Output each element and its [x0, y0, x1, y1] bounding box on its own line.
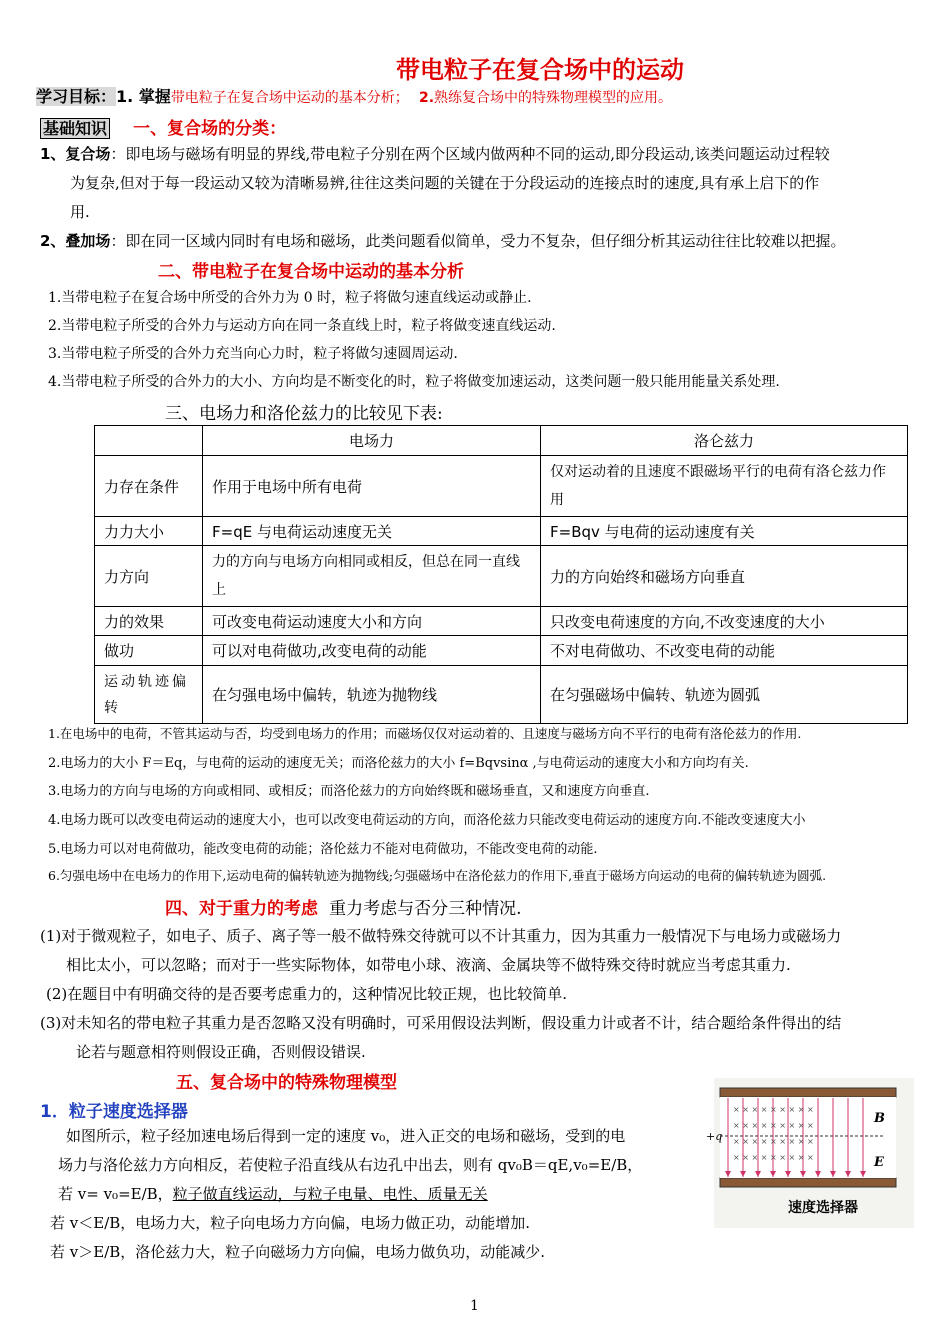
- gravity-p2: (2)在题目中有明确交待的是否要考虑重力的，这种情况比较正规，也比较简单.: [46, 985, 568, 1003]
- goal-item-2: 熟练复合场中的特殊物理模型的应用。: [434, 90, 673, 106]
- e-label: E: [874, 1155, 884, 1170]
- svg-text:× × × × × × × × ×: × × × × × × × × ×: [733, 1105, 814, 1114]
- basics-label: 基础知识: [40, 118, 110, 139]
- table-cell: 可改变电荷运动速度大小和方向: [203, 607, 541, 636]
- basics-row: [40, 114, 286, 139]
- diejia-line: 2、叠加场：即在同一区域内同时有电场和磁场，此类问题看似简单，受力不复杂，但仔细分析其运动往往比较难以把握。: [40, 232, 846, 250]
- charge-label: +q: [706, 1130, 723, 1143]
- goal-label: 学习目标：: [36, 87, 117, 106]
- section-3-heading: 三、电场力和洛伦兹力的比较见下表:: [165, 404, 443, 424]
- table-cell: 力的方向与电场方向相同或相反，但总在同一直线上: [203, 546, 541, 607]
- table-header-cell: 洛仑兹力: [541, 426, 908, 456]
- model-1-heading: 1．粒子速度选择器: [40, 1102, 188, 1122]
- model-1-underlined: 粒子做直线运动，与粒子电量、电性、质量无关: [172, 1185, 488, 1203]
- note-1: 1.在电场中的电荷，不管其运动与否，均受到电场力的作用；而磁场仅仅对运动着的、且速度与磁场方向不平行的电荷有洛伦兹力的作用.: [48, 726, 802, 741]
- table-cell: 力存在条件: [95, 456, 203, 517]
- goal-prefix: 1. 掌握: [116, 87, 171, 106]
- table-cell: 只改变电荷速度的方向,不改变速度的大小: [541, 607, 908, 636]
- table-cell: 可以对电荷做功,改变电荷的动能: [203, 636, 541, 666]
- fuhe-line-1: 1、复合场：即电场与磁场有明显的界线,带电粒子分别在两个区域内做两种不同的运动,即分段运动,该类问题运动过程较: [40, 145, 830, 163]
- learning-goal: [36, 84, 672, 107]
- comparison-table: [94, 425, 908, 724]
- model-1-line-2: 场力与洛伦兹力方向相反，若使粒子沿直线从右边孔中出去，则有 qv₀B＝qE,v₀=E/B，: [58, 1156, 643, 1174]
- table-cell: 做功: [95, 636, 203, 666]
- gravity-p1-line-1: (1)对于微观粒子，如电子、质子、离子等一般不做特殊交待就可以不计其重力，因为其重力一般情况下与电场力或磁场力: [40, 927, 842, 945]
- table-cell: F=qE 与电荷运动速度无关: [203, 517, 541, 546]
- note-3: 3.电场力的方向与电场的方向或相同、或相反；而洛伦兹力的方向始终既和磁场垂直，又和速度方向垂直.: [48, 784, 650, 799]
- table-cell: 不对电荷做功、不改变电荷的动能: [541, 636, 908, 666]
- note-5: 5.电场力可以对电荷做功，能改变电荷的动能；洛伦兹力不能对电荷做功，不能改变电荷的动能.: [48, 842, 598, 857]
- page-title: 带电粒子在复合场中的运动: [396, 56, 684, 84]
- table-cell: 在匀强磁场中偏转、轨迹为圆弧: [541, 666, 908, 724]
- table-row: [95, 456, 908, 517]
- table-header-row: [95, 426, 908, 456]
- goal-num-2: 2.: [418, 90, 435, 106]
- analysis-item-1: 1.当带电粒子在复合场中所受的合外力为 0 时，粒子将做匀速直线运动或静止.: [48, 290, 532, 306]
- table-row: [95, 517, 908, 546]
- table-cell: F=Bqv 与电荷的运动速度有关: [541, 517, 908, 546]
- gravity-p3-line-1: (3)对未知名的带电粒子其重力是否忽略又没有明确时，可采用假设法判断，假设重力计或者不计，结合题给条件得出的结: [40, 1014, 842, 1032]
- table-row: [95, 546, 908, 607]
- fuhe-line-3: 用.: [70, 203, 90, 221]
- note-4: 4.电场力既可以改变电荷运动的速度大小，也可以改变电荷运动的方向，而洛伦兹力只能改变电荷运动的速度方向.不能改变速度大小: [48, 813, 806, 828]
- table-cell: 力方向: [95, 546, 203, 607]
- table-header-cell: [95, 426, 203, 456]
- section-4-red: 四、对于重力的考虑: [165, 899, 318, 919]
- velocity-selector-diagram: [706, 1078, 914, 1228]
- table-cell: 力力大小: [95, 517, 203, 546]
- analysis-item-2: 2.当带电粒子所受的合外力与运动方向在同一条直线上时，粒子将做变速直线运动.: [48, 318, 556, 334]
- bottom-plate: [720, 1178, 896, 1187]
- table-cell: 运动轨迹偏转: [95, 666, 203, 724]
- model-1-line-4: 若 v＜E/B，电场力大，粒子向电场力方向偏，电场力做正功，动能增加.: [50, 1214, 531, 1232]
- table-cell: 力的方向始终和磁场方向垂直: [541, 546, 908, 607]
- figure-caption: 速度选择器: [788, 1200, 858, 1216]
- table-header-cell: 电场力: [203, 426, 541, 456]
- note-2: 2.电场力的大小 F＝Eq，与电荷的运动的速度无关；而洛伦兹力的大小 f=Bqvsinα ,与电荷运动的速度大小和方向均有关.: [48, 756, 749, 771]
- table-row: [95, 666, 908, 724]
- table-cell: 在匀强电场中偏转，轨迹为抛物线: [203, 666, 541, 724]
- top-plate: [720, 1088, 896, 1097]
- model-1-line-1: 如图所示，粒子经加速电场后得到一定的速度 v₀，进入正交的电场和磁场，受到的电: [66, 1127, 626, 1145]
- page-number: 1: [470, 1298, 479, 1314]
- diejia-label: 2、叠加场: [40, 232, 111, 250]
- table-row: [95, 607, 908, 636]
- gravity-p1-line-2: 相比太小，可以忽略；而对于一些实际物体，如带电小球、液滴、金属块等不做特殊交待时就应当考虑其重力.: [66, 956, 791, 974]
- table-row: [95, 636, 908, 666]
- fuhe-line-2: 为复杂,但对于每一段运动又较为清晰易辨,往往这类问题的关键在于分段运动的连接点时的速度,具有承上启下的作: [70, 174, 820, 192]
- section-4-black: 重力考虑与否分三种情况.: [329, 899, 522, 919]
- section-4-heading: [165, 894, 522, 919]
- section-2-heading: 二、带电粒子在复合场中运动的基本分析: [158, 262, 464, 282]
- table-cell: 力的效果: [95, 607, 203, 636]
- svg-text:× × × × × × × × ×: × × × × × × × × ×: [733, 1153, 814, 1162]
- b-label: B: [874, 1111, 885, 1126]
- section-1-heading: 一、复合场的分类：: [133, 119, 287, 139]
- velocity-selector-figure: [706, 1078, 914, 1228]
- table-cell: 仅对运动着的且速度不跟磁场平行的电荷有洛仑兹力作用: [541, 456, 908, 517]
- model-1-line-3: 若 v= v₀=E/B，粒子做直线运动，与粒子电量、电性、质量无关: [58, 1185, 488, 1203]
- note-6: 6.匀强电场中在电场力的作用下,运动电荷的偏转轨迹为抛物线;匀强磁场中在洛伦兹力的作用下,垂直于磁场方向运动的电荷的偏转轨迹为圆弧.: [48, 868, 827, 883]
- gravity-p3-line-2: 论若与题意相符则假设正确，否则假设错误.: [76, 1043, 366, 1061]
- analysis-item-4: 4.当带电粒子所受的合外力的大小、方向均是不断变化的时，粒子将做变加速运动，这类问题一般只能用能量关系处理.: [48, 374, 780, 390]
- analysis-item-3: 3.当带电粒子所受的合外力充当向心力时，粒子将做匀速圆周运动.: [48, 346, 458, 362]
- table-cell: 作用于电场中所有电荷: [203, 456, 541, 517]
- section-5-heading: 五、复合场中的特殊物理模型: [176, 1073, 397, 1093]
- svg-text:× × × × × × × × ×: × × × × × × × × ×: [733, 1121, 814, 1130]
- fuhe-label: 1、复合场: [40, 145, 111, 163]
- goal-item-1: 带电粒子在复合场中运动的基本分析；: [170, 90, 409, 106]
- svg-text:× × × × × × × × ×: × × × × × × × × ×: [733, 1137, 814, 1146]
- model-1-line-5: 若 v＞E/B，洛伦兹力大，粒子向磁场力方向偏，电场力做负功，动能减少.: [50, 1243, 546, 1261]
